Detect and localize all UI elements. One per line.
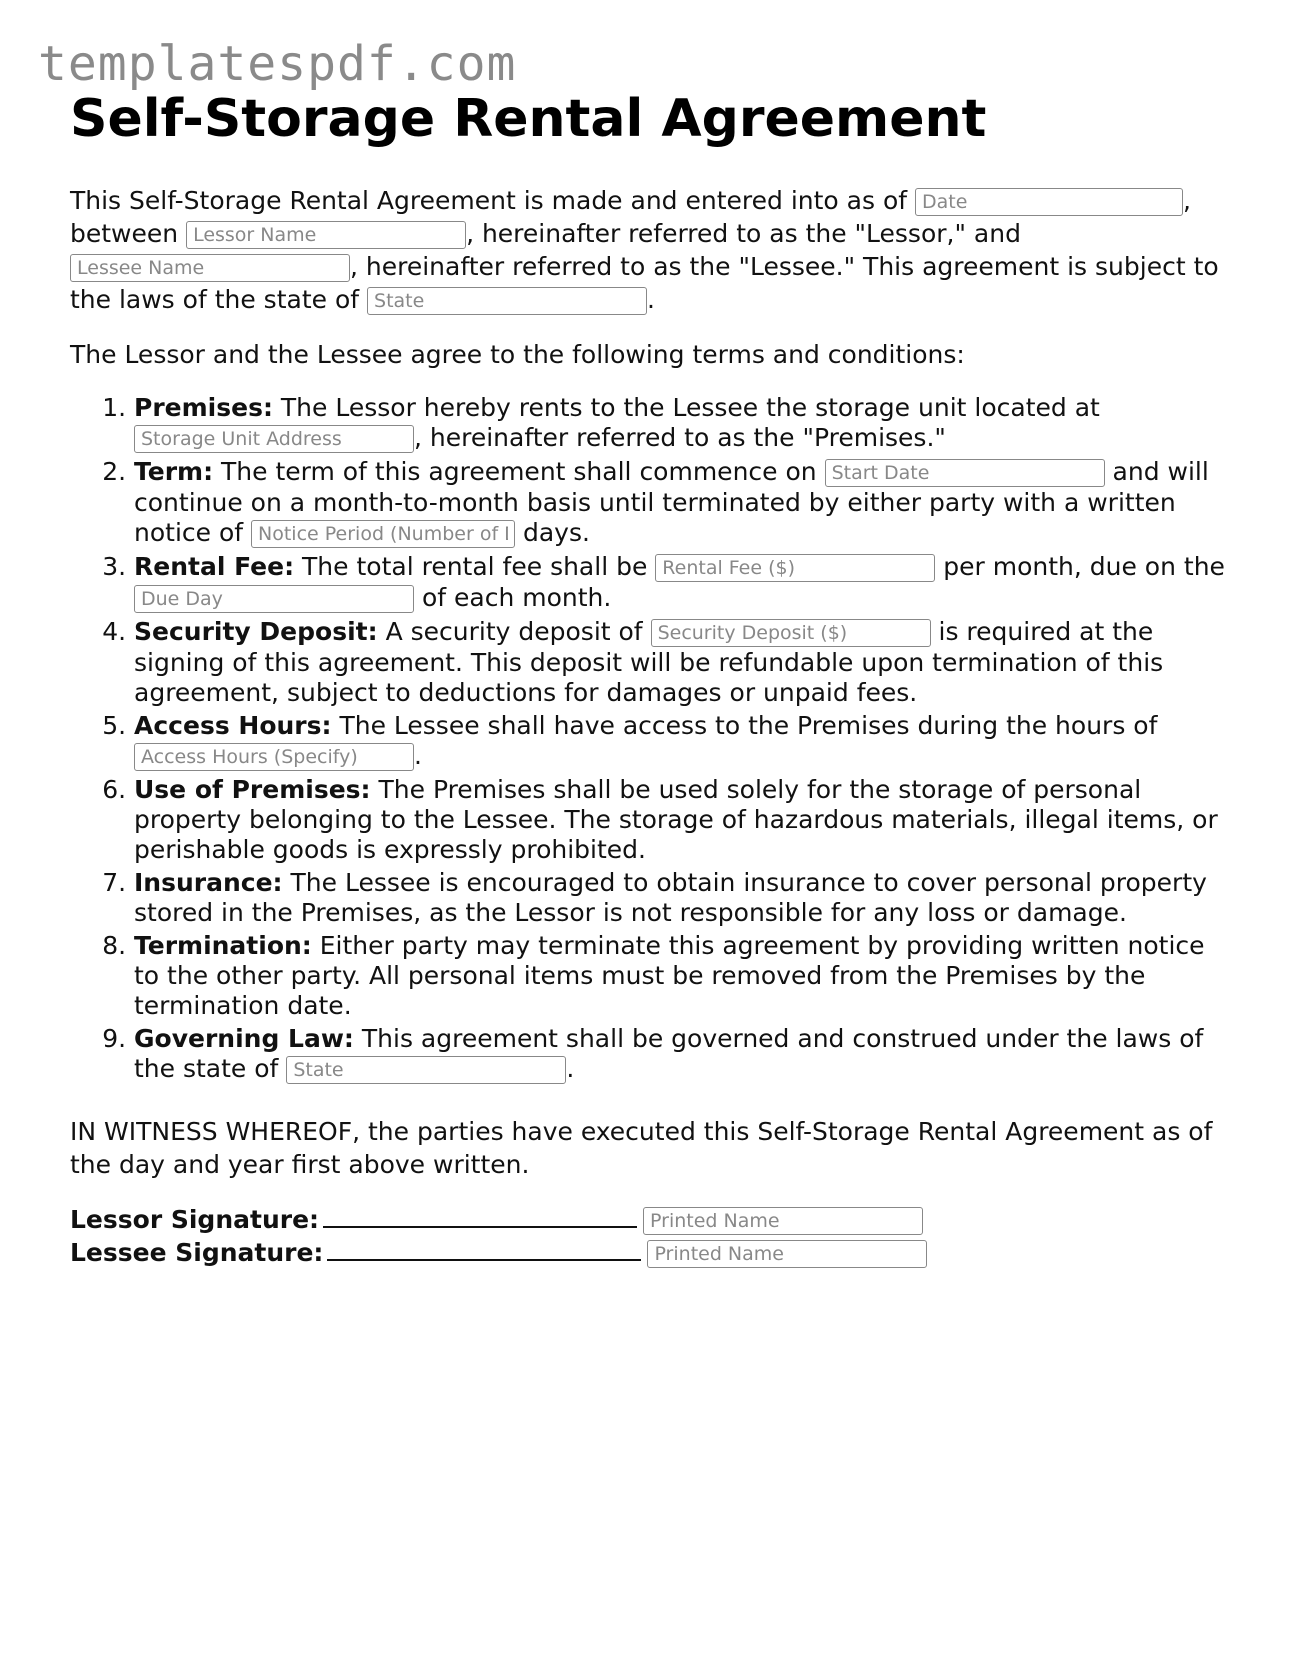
term-item-use-of-premises (134, 775, 1230, 865)
term-item-premises (134, 393, 1230, 454)
term-title: Governing Law: (134, 1024, 354, 1054)
due-day-input[interactable] (134, 585, 414, 613)
term-text: is required at the signing of this agreement. This deposit will be refundable upon termination of this agreement, subject to deductions for damages or unpaid fees. (134, 617, 1164, 708)
term-text: The term of this agreement shall commence on (221, 457, 817, 487)
intro-text: , hereinafter referred to as the "Lessor," and (466, 219, 1021, 249)
term-item-security-deposit (134, 617, 1230, 708)
page-title: Self-Storage Rental Agreement (70, 89, 987, 149)
term-title: Use of Premises: (134, 775, 371, 805)
term-item-rental-fee (134, 552, 1230, 614)
governing-state-input[interactable] (286, 1056, 566, 1084)
signature-block (70, 1203, 1230, 1269)
storage-unit-address-input[interactable] (134, 425, 414, 453)
term-text: days. (522, 518, 590, 548)
intro-text: , hereinafter referred to as the "Lessee." This agreement is subject to the laws of the state of (70, 252, 1219, 315)
term-title: Insurance: (134, 868, 283, 898)
lessee-name-input[interactable] (70, 254, 350, 282)
access-hours-input[interactable] (134, 743, 414, 771)
term-title: Access Hours: (134, 711, 332, 741)
term-title: Premises: (134, 393, 273, 423)
lessor-signature-row (70, 1203, 1230, 1236)
lessee-printed-name-input[interactable] (647, 1240, 927, 1268)
term-text: of each month. (421, 583, 612, 613)
term-text: The total rental fee shall be (302, 552, 648, 582)
term-text: A security deposit of (385, 617, 643, 647)
lessor-name-input[interactable] (186, 221, 466, 249)
term-title: Rental Fee: (134, 552, 295, 582)
term-text: per month, due on the (943, 552, 1225, 582)
lessor-signature-line[interactable] (323, 1204, 637, 1228)
start-date-input[interactable] (825, 459, 1105, 487)
term-text: The Premises shall be used solely for the storage of personal property belonging to the Lessee. The storage of hazardous materials, illegal items, or perishable goods is expressly prohibited. (134, 775, 1218, 865)
intro-text: between (70, 219, 179, 249)
lessor-signature-label: Lessor Signature: (70, 1205, 320, 1235)
terms-list (70, 393, 1230, 1085)
term-item-governing-law (134, 1024, 1230, 1085)
intro-paragraph (70, 184, 1230, 316)
term-text: and will continue on a month-to-month basis until terminated by either party with a written notice of (134, 457, 1209, 548)
lessee-signature-label: Lessee Signature: (70, 1238, 324, 1268)
term-title: Security Deposit: (134, 617, 378, 647)
term-item-termination (134, 931, 1230, 1021)
date-input[interactable] (915, 188, 1183, 216)
term-title: Term: (134, 457, 214, 487)
notice-period-input[interactable] (251, 520, 515, 548)
watermark: templatespdf.com (38, 36, 517, 92)
term-title: Termination: (134, 931, 312, 961)
term-item-term (134, 457, 1230, 549)
rental-fee-input[interactable] (655, 554, 935, 582)
term-text: The Lessee shall have access to the Premises during the hours of (339, 711, 1158, 741)
term-text: . (414, 741, 422, 771)
term-text: . (566, 1054, 575, 1084)
intro-text: . (647, 285, 655, 315)
term-text: The Lessor hereby rents to the Lessee the storage unit located at (280, 393, 1100, 423)
term-text: This agreement shall be governed and construed under the laws of the state of (134, 1024, 1204, 1084)
term-text: Either party may terminate this agreement by providing written notice to the other party. All personal items must be removed from the Premises by the termination date. (134, 931, 1205, 1021)
security-deposit-input[interactable] (651, 619, 931, 647)
intro-text: This Self-Storage Rental Agreement is made and entered into as of (70, 186, 908, 216)
term-item-access-hours (134, 711, 1230, 772)
terms-lead: The Lessor and the Lessee agree to the following terms and conditions: (70, 340, 965, 370)
document-page (70, 88, 1230, 1269)
intro-text: , (1183, 186, 1191, 216)
state-input[interactable] (367, 287, 647, 315)
term-text: , hereinafter referred to as the "Premises." (414, 423, 946, 453)
lessor-printed-name-input[interactable] (643, 1207, 923, 1235)
witness-paragraph: IN WITNESS WHEREOF, the parties have executed this Self-Storage Rental Agreement as of the day and year first above written. (70, 1117, 1213, 1180)
lessee-signature-row (70, 1236, 1230, 1269)
lessee-signature-line[interactable] (327, 1237, 641, 1261)
term-item-insurance (134, 868, 1230, 928)
term-text: The Lessee is encouraged to obtain insurance to cover personal property stored in the Premises, as the Lessor is not responsible for any loss or damage. (134, 868, 1207, 928)
